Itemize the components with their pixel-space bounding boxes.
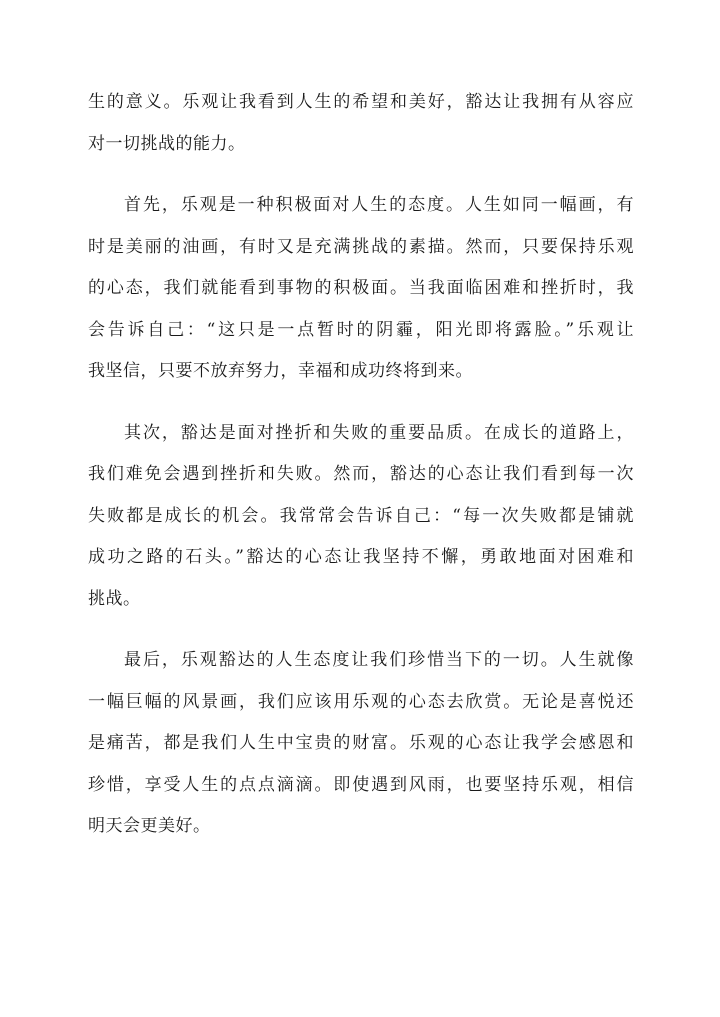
paragraph-line: 我坚信，只要不放弃努力，幸福和成功终将到来。 [88,361,473,381]
paragraph-line: 其次，豁达是面对挫折和失败的重要品质。在成长的道路上， [124,422,634,443]
paragraph-1 [88,82,634,165]
paragraph-2 [88,185,634,393]
paragraph-4 [88,640,634,848]
paragraph-line: 时是美丽的油画，有时又是充满挑战的素描。然而，只要保持乐观 [88,236,634,257]
paragraph-line: 生的意义。乐观让我看到人生的希望和美好，豁达让我拥有从容应 [88,92,634,112]
paragraph-line: 失败都是成长的机会。我常常会告诉自己：“每一次失败都是铺就 [88,505,634,526]
paragraph-line: 首先，乐观是一种积极面对人生的态度。人生如同一幅画，有 [124,195,634,215]
paragraph-line: 明天会更美好。 [88,816,211,836]
paragraph-line: 对一切挑战的能力。 [88,133,246,154]
paragraph-line: 挑战。 [88,588,141,609]
paragraph-line: 一幅巨幅的风景画，我们应该用乐观的心态去欣赏。无论是喜悦还 [88,691,634,712]
paragraph-line: 我们难免会遇到挫折和失败。然而，豁达的心态让我们看到每一次 [88,464,634,484]
paragraph-line: 是痛苦，都是我们人生中宝贵的财富。乐观的心态让我学会感恩和 [88,733,634,753]
paragraph-line: 的心态，我们就能看到事物的积极面。当我面临困难和挫折时，我 [88,278,634,298]
essay-body [88,82,634,848]
paragraph-line: 成功之路的石头。”豁达的心态让我坚持不懈，勇敢地面对困难和 [88,547,634,567]
paragraph-line: 会告诉自己：“这只是一点暂时的阴霾，阳光即将露脸。”乐观让 [88,319,634,340]
paragraph-line: 珍惜，享受人生的点点滴滴。即使遇到风雨，也要坚持乐观，相信 [88,774,634,795]
paragraph-line: 最后，乐观豁达的人生态度让我们珍惜当下的一切。人生就像 [124,650,634,670]
paragraph-3 [88,413,634,621]
